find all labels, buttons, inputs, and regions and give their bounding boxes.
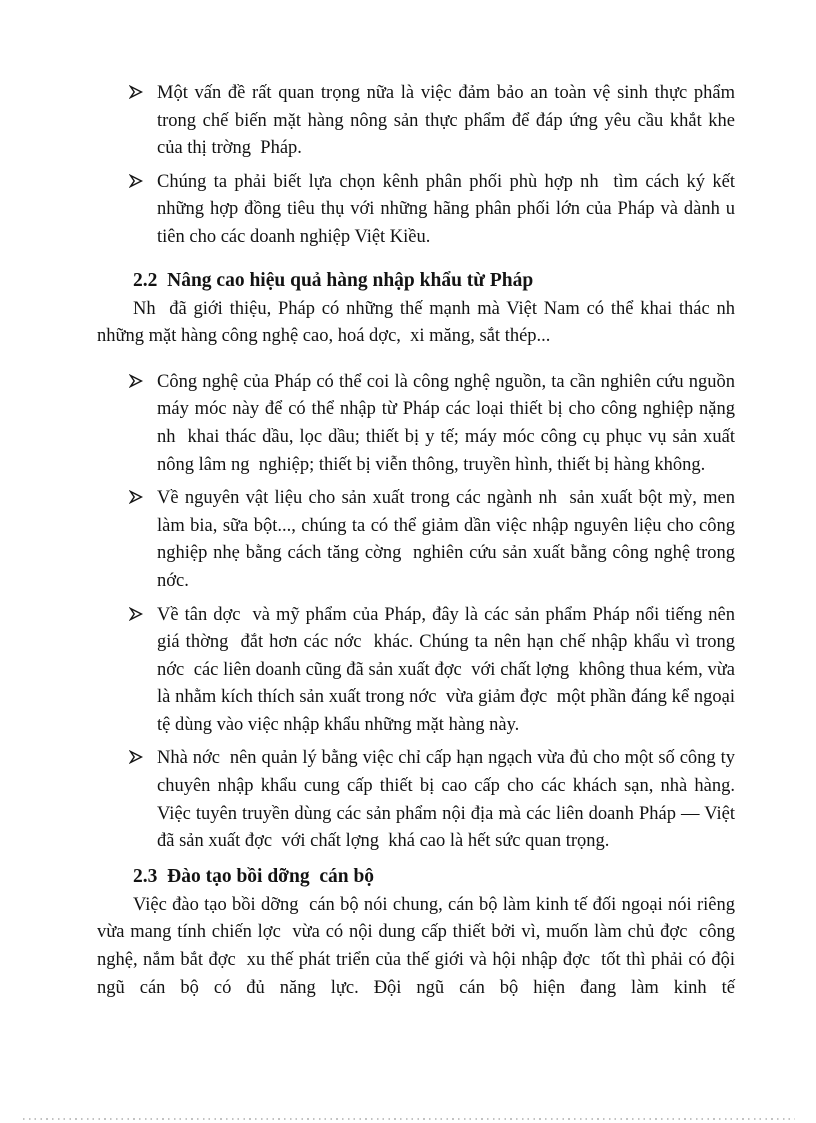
bullet-arrowhead-icon [129, 174, 143, 188]
bullet-text: Về tân dợc và mỹ phẩm của Pháp, đây là các sản phẩm Pháp nổi tiếng nên giá thờng đắt hơn các nớc khác. Chúng ta nên hạn chế nhập khẩu vì trong nớc các liên doanh cũng đã sản xuất đợc với chất lợng không thua kém, vừa là nhằm kích thích sản xuất trong nớc vừa giảm đợc một phần đáng kể ngoại tệ dùng vào việc nhập khẩu những mặt hàng này. [157, 604, 740, 735]
bullet-item [97, 602, 740, 740]
bullet-item [97, 80, 740, 163]
bullet-item [97, 169, 745, 252]
bullet-item [97, 485, 740, 595]
section-heading: 2.2 Nâng cao hiệu quả hàng nhập khẩu từ Pháp [133, 269, 534, 291]
bullet-arrowhead-icon [129, 85, 143, 99]
bullet-arrowhead-icon [129, 607, 143, 621]
paragraph: Nh đã giới thiệu, Pháp có những thế mạnh mà Việt Nam có thể khai thác nh những mặt hàng công nghệ cao, hoá dợc, xi măng, sắt thép... [97, 298, 745, 347]
bullet-arrowhead-icon [129, 374, 143, 388]
bullet-text: Chúng ta phải biết lựa chọn kênh phân phối phù hợp nh tìm cách ký kết những hợp đồng tiêu thụ với những hãng phân phối lớn của Pháp và dành u tiên cho các doanh nghiệp Việt Kiều. [157, 171, 745, 247]
bullet-text: Nhà nớc nên quản lý bằng việc chỉ cấp hạn ngạch vừa đủ cho một số công ty chuyên nhập khẩu cung cấp thiết bị cao cấp cho các khách sạn, nhà hàng. Việc tuyên truyền dùng các sản phẩm nội địa mà các liên doanh Pháp — Việt đã sản xuất đợc với chất lợng khá cao là hết sức quan trọng. [157, 748, 740, 852]
footer-dotted-divider [23, 1118, 795, 1120]
document-content [97, 80, 745, 1002]
paragraph: Việc đào tạo bồi dỡng cán bộ nói chung, cán bộ làm kinh tế đối ngoại nói riêng vừa mang tính chiến lợc vừa có nội dung cấp thiết bởi vì, muốn làm chủ đợc công nghệ, nắm bắt đợc xu thế phát triển của thế giới và hội nhập đợc tốt thì phải có đội ngũ cán bộ có đủ năng lực. Đội ngũ cán bộ hiện đang làm kinh tế [97, 894, 740, 998]
bullet-item [97, 745, 740, 855]
bullet-text: Công nghệ của Pháp có thể coi là công nghệ nguồn, ta cần nghiên cứu nguồn máy móc này để có thể nhập từ Pháp các loại thiết bị cho công nghiệp nặng nh khai thác dầu, lọc dầu; thiết bị y tế; máy móc công cụ phục vụ sản xuất nông lâm ng nghiệp; thiết bị viễn thông, truyền hình, thiết bị hàng không. [157, 371, 740, 475]
bullet-text: Về nguyên vật liệu cho sản xuất trong các ngành nh sản xuất bột mỳ, men làm bia, sữa bột..., chúng ta có thể giảm dần việc nhập nguyên liệu cho công nghiệp nhẹ bằng cách tăng cờng nghiên cứu sản xuất bằng công nghệ trong nớc. [157, 488, 740, 591]
bullet-arrowhead-icon [129, 490, 143, 504]
bullet-text: Một vấn đề rất quan trọng nữa là việc đảm bảo an toàn vệ sinh thực phẩm trong chế biến mặt hàng nông sản thực phẩm để đáp ứng yêu cầu khắt khe của thị trờng Pháp. [157, 83, 740, 159]
section-heading: 2.3 Đào tạo bồi dỡng cán bộ [133, 865, 375, 887]
vertical-spacer [97, 351, 735, 363]
bullet-arrowhead-icon [129, 750, 143, 764]
bullet-item [97, 369, 740, 479]
